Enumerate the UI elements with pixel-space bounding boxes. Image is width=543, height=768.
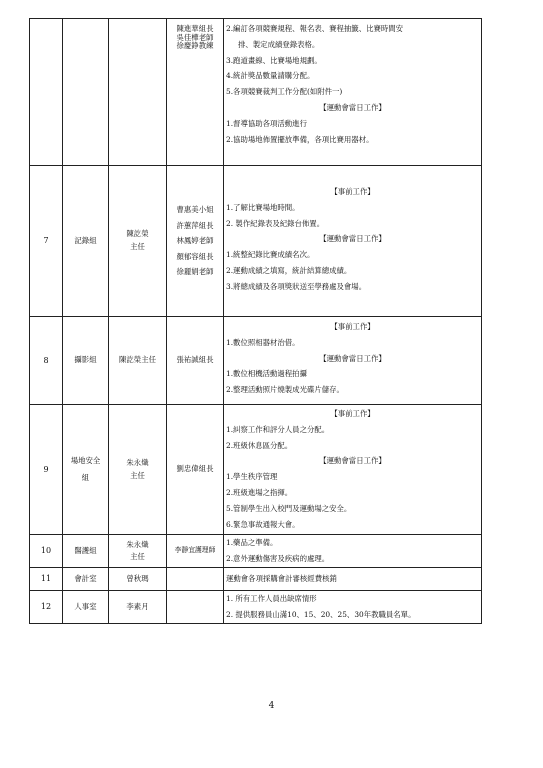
duty-detail <box>224 568 482 591</box>
duty-line: 1.學生秩序管理 <box>226 472 278 482</box>
table-row <box>30 19 482 166</box>
lead-person <box>109 166 167 317</box>
duty-detail <box>224 405 482 535</box>
lead-name: 陳訖榮 <box>126 229 149 239</box>
unit-name: 記錄組 <box>63 166 109 317</box>
member-name: 陳進華組長 <box>176 24 214 33</box>
duty-line: 1.統整紀錄比賽成績名次。 <box>226 250 315 260</box>
unit-name-line: 場地安全 <box>70 455 101 465</box>
duty-line: 2.協助場地佈置擺放準備，各項比賽用器材。 <box>226 134 374 144</box>
unit-name-line: 組 <box>81 472 90 482</box>
duty-line: 2.班級進場之指揮。 <box>226 487 293 497</box>
row-number: 11 <box>30 568 63 591</box>
member-name: 顏郁容組長 <box>176 251 214 261</box>
duty-line: 2. 提供服務員山滿10、15、20、25、30年教職員名單。 <box>226 609 416 619</box>
member-name: 曹惠美小姐 <box>176 205 214 215</box>
unit-name: 攝影組 <box>63 317 109 405</box>
duty-line: 2. 製作紀錄表及紀錄台佈置。 <box>226 218 325 228</box>
duty-line: 1. 所有工作人員出缺席情形 <box>226 594 317 603</box>
duty-line: 1.糾察工作和評分人員之分配。 <box>226 424 330 434</box>
member-name: 李靜宜護理師 <box>167 535 224 568</box>
lead-person <box>109 405 167 535</box>
row-number: 9 <box>30 405 63 535</box>
unit-name: 醫護組 <box>63 535 109 568</box>
section-heading: 【運動會當日工作】 <box>319 102 386 112</box>
lead-title: 主任 <box>130 470 145 480</box>
lead-person <box>109 535 167 568</box>
member-list <box>167 19 224 166</box>
member-name: 林鳳婷老師 <box>176 236 214 246</box>
lead-person: 陳訖榮主任 <box>109 317 167 405</box>
table-row <box>30 591 482 624</box>
row-number: 12 <box>30 591 63 624</box>
row-number: 10 <box>30 535 63 568</box>
duty-detail <box>224 535 482 568</box>
table-row <box>30 535 482 568</box>
duty-line: 1.督導協助各項活動進行 <box>226 118 307 128</box>
duty-line: 2.編訂各項競賽規程、報名表、賽程抽籤、比賽時間安 <box>226 24 404 33</box>
section-heading: 【運動會當日工作】 <box>319 234 386 244</box>
duty-line: 2.運動成績之填寫，統計結算總成績。 <box>226 265 352 275</box>
section-heading: 【事前工作】 <box>330 409 375 418</box>
row-number: 8 <box>30 317 63 405</box>
duty-line: 2.整理活動照片燒製成光碟片儲存。 <box>226 385 344 395</box>
section-heading: 【事前工作】 <box>330 322 375 331</box>
lead-title: 主任 <box>130 551 145 561</box>
unit-name: 會計室 <box>63 568 109 591</box>
unit-name <box>63 19 109 166</box>
member-name: 徐慶錚教練 <box>176 41 214 51</box>
duty-table <box>29 18 482 624</box>
member-name: 許蕙萍組長 <box>176 220 214 230</box>
unit-name: 人事室 <box>63 591 109 624</box>
member-name: 徐麗娟老師 <box>176 267 214 277</box>
member-name <box>167 591 224 624</box>
lead-person <box>109 19 167 166</box>
duty-detail <box>224 317 482 405</box>
duty-detail <box>224 166 482 317</box>
duty-line: 1.數位照相器材治借。 <box>226 337 300 347</box>
table-row <box>30 166 482 317</box>
row-number <box>30 19 63 166</box>
member-list <box>167 166 224 317</box>
duty-line: 1.了解比賽場地時間。 <box>226 202 300 212</box>
lead-name: 朱永熾 <box>126 539 149 549</box>
duty-detail <box>224 19 482 166</box>
lead-name: 朱永熾 <box>126 457 149 467</box>
lead-title: 主任 <box>130 242 145 251</box>
duty-line: 2.意外運動傷害及疾病的處理。 <box>226 554 330 563</box>
duty-line: 5.管制學生出入校門及運動場之安全。 <box>226 503 352 513</box>
table-row <box>30 405 482 535</box>
duty-line: 6.緊急事故通報大會。 <box>226 519 300 529</box>
member-name: 吳佳樺老師 <box>176 32 214 42</box>
duty-line: 運動會各項採購會計審核經費核銷 <box>226 574 337 584</box>
row-number: 7 <box>30 166 63 317</box>
duty-line: 1.數位相機活動過程拍攝 <box>226 369 307 379</box>
section-heading: 【運動會當日工作】 <box>319 353 386 363</box>
duty-detail <box>224 591 482 624</box>
duty-line: 2.班級休息區分配。 <box>226 440 293 450</box>
section-heading: 【事前工作】 <box>330 187 375 196</box>
duty-line: 1.藥品之準備。 <box>226 538 278 548</box>
lead-person: 曾秋瑪 <box>109 568 167 591</box>
duty-line: 5.各項競賽裁判工作分配(如附件一) <box>226 87 343 97</box>
duty-line: 3.跑道畫線、比賽場地規劃。 <box>226 55 322 65</box>
member-name: 張祐誠組長 <box>167 317 224 405</box>
section-heading: 【運動會當日工作】 <box>319 456 386 466</box>
duty-line: 3.將總成績及各項獎狀送至學務處及會場。 <box>226 281 367 291</box>
member-name: 劉忠偉組長 <box>167 405 224 535</box>
duty-line: 排、製定成績登錄表格。 <box>238 39 320 49</box>
duty-line: 4.統計獎品數量請購分配。 <box>226 71 315 81</box>
table-row <box>30 317 482 405</box>
lead-person: 李素月 <box>109 591 167 624</box>
unit-name <box>63 405 109 535</box>
table-row <box>30 568 482 591</box>
member-name <box>167 568 224 591</box>
page-number: 4 <box>268 701 275 711</box>
